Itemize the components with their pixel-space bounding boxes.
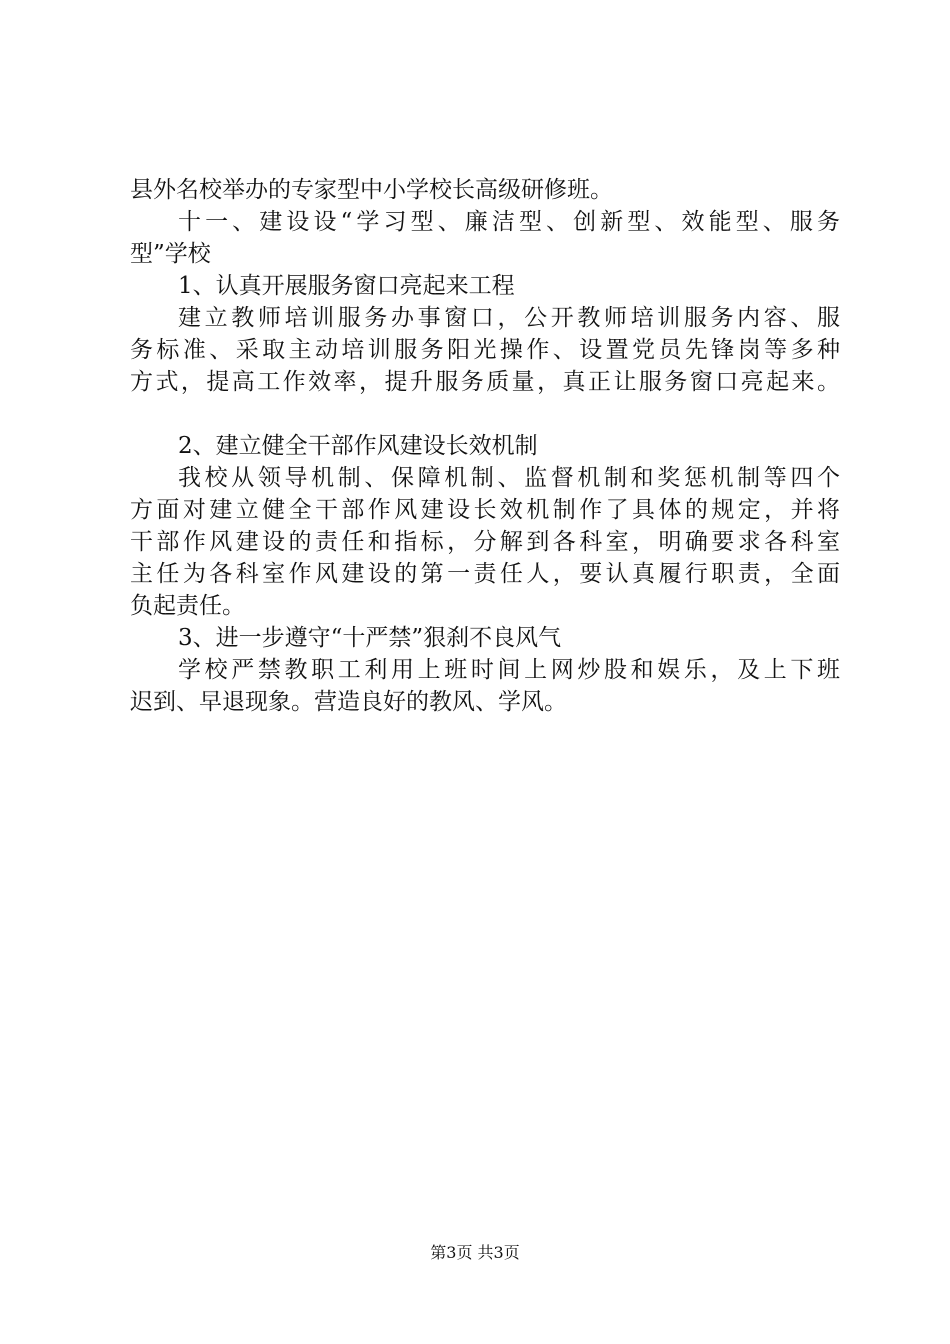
text-line: 建立教师培训服务办事窗口，公开教师培训服务内容、服 — [178, 305, 840, 331]
subsection-heading: 3、进一步遵守“十严禁”狠刹不良风气 — [178, 625, 562, 651]
page-number: 第3页 共3页 — [430, 1243, 520, 1262]
document-body — [130, 174, 840, 718]
text-line: 县外名校举办的专家型中小学校长高级研修班。 — [130, 177, 613, 203]
text-line: 主任为各科室作风建设的第一责任人，要认真履行职责，全面 — [130, 561, 840, 587]
text-line: 学校严禁教职工利用上班时间上网炒股和娱乐，及上下班 — [178, 657, 840, 683]
text-line: 我校从领导机制、保障机制、监督机制和奖惩机制等四个 — [178, 465, 840, 491]
text-line: 方式，提高工作效率，提升服务质量，真正让服务窗口亮起来。 — [130, 369, 840, 395]
text-line: 型”学校 — [130, 241, 211, 267]
subsection-heading: 1、认真开展服务窗口亮起来工程 — [178, 273, 515, 299]
subsection-heading: 2、建立健全干部作风建设长效机制 — [178, 433, 538, 459]
text-line: 干部作风建设的责任和指标，分解到各科室，明确要求各科室 — [130, 529, 840, 555]
text-line: 务标准、采取主动培训服务阳光操作、设置党员先锋岗等多种 — [130, 337, 840, 363]
section-heading: 十一、建设设“学习型、廉洁型、创新型、效能型、服务 — [178, 209, 840, 235]
text-line: 迟到、早退现象。营造良好的教风、学风。 — [130, 689, 567, 715]
text-line: 方面对建立健全干部作风建设长效机制作了具体的规定，并将 — [130, 497, 840, 523]
paragraph-gap — [130, 398, 840, 430]
text-line: 负起责任。 — [130, 593, 245, 619]
